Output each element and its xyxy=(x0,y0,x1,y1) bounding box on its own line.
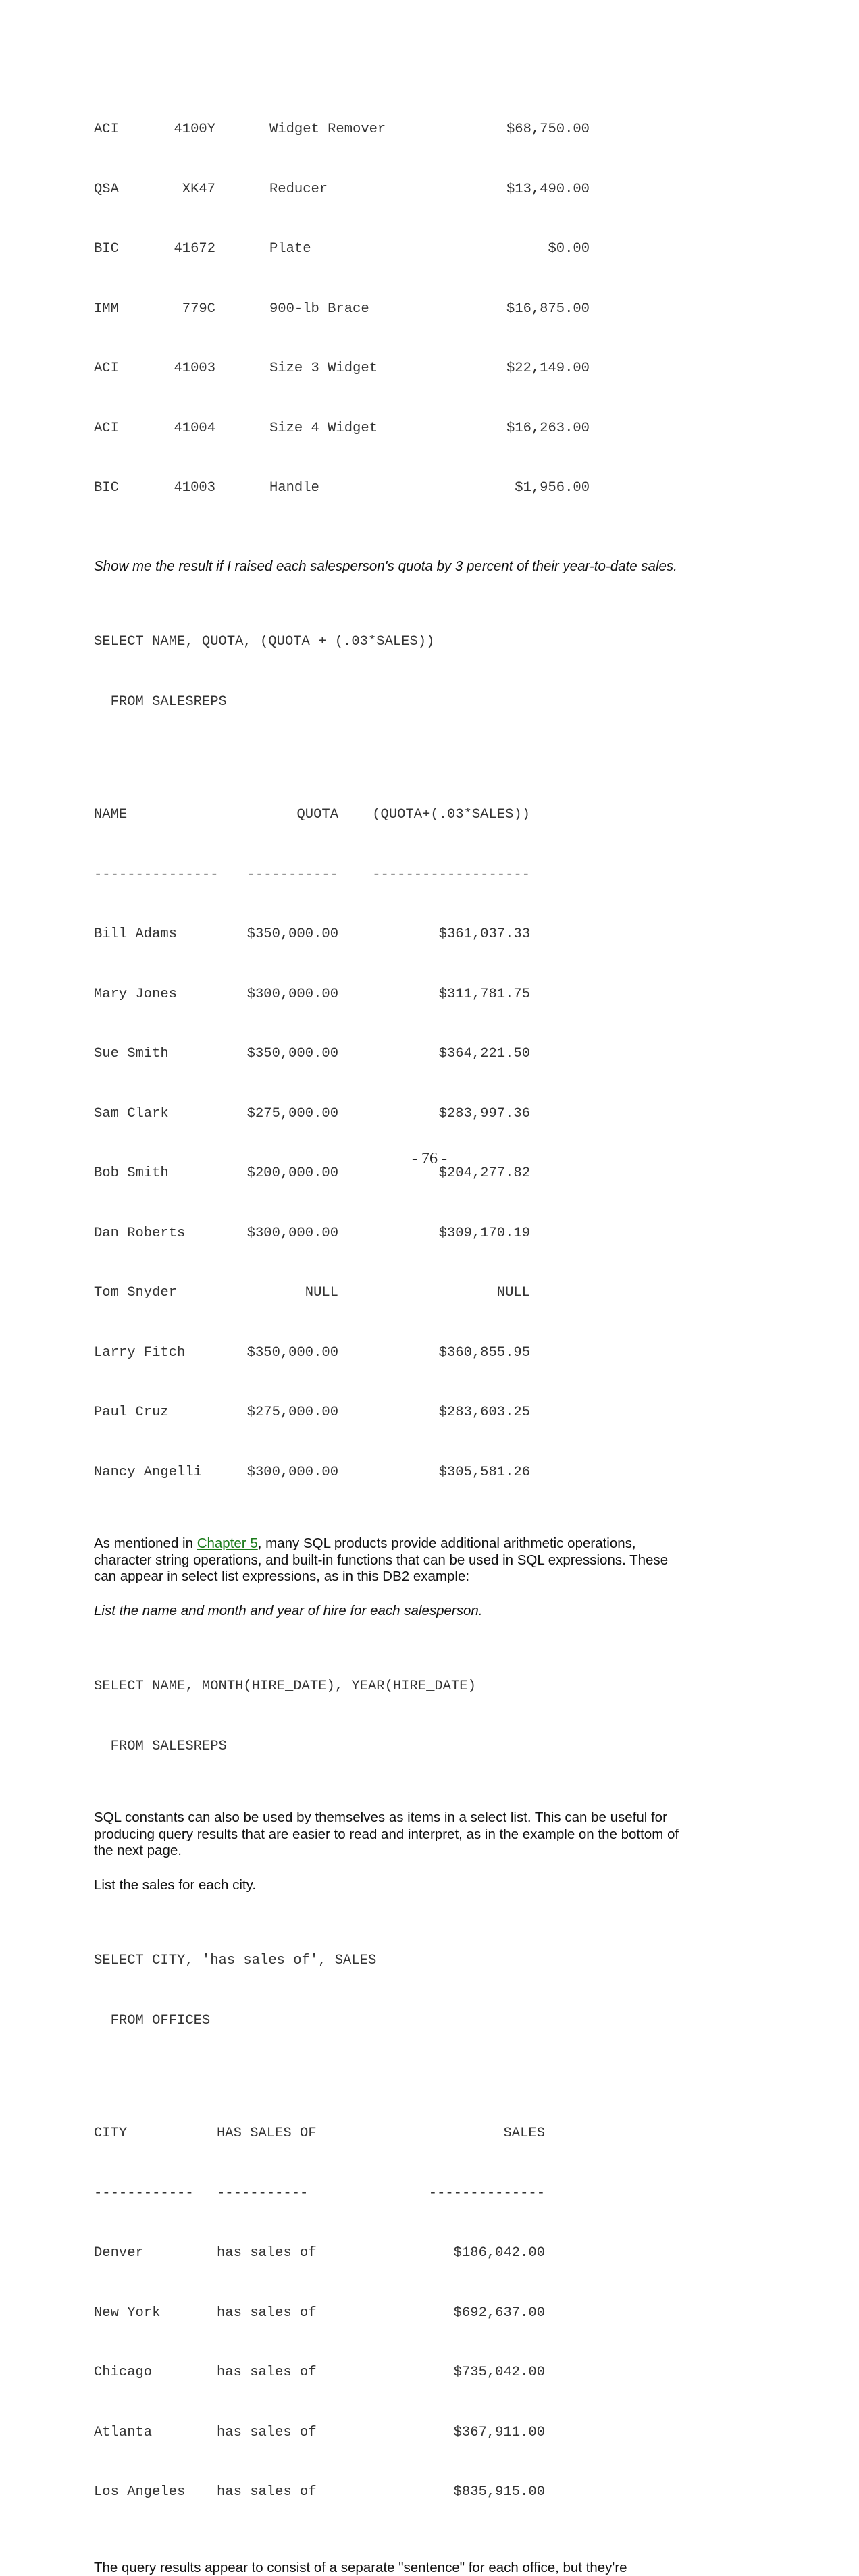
table-row xyxy=(94,120,688,140)
raised-cell: $361,037.33 xyxy=(338,924,530,945)
table-row xyxy=(94,984,688,1005)
raised-cell: $364,221.50 xyxy=(338,1044,530,1064)
description-cell: Size 3 Widget xyxy=(269,359,445,379)
phrase-cell: has sales of xyxy=(217,2303,323,2323)
table-row xyxy=(94,419,688,439)
mfr-cell: ACI xyxy=(94,359,155,379)
table-row xyxy=(94,924,688,945)
paragraph-results: The query results appear to consist of a separate "sentence" for each office, but they're xyxy=(94,2560,688,2576)
name-cell: Sue Smith xyxy=(94,1044,237,1064)
divider-dashes: --------------- xyxy=(94,865,237,885)
amount-cell: $13,490.00 xyxy=(445,180,590,200)
sql-hire-query xyxy=(94,1637,688,1796)
description-cell: Reducer xyxy=(269,180,445,200)
table-header xyxy=(94,805,688,825)
sql-line: FROM OFFICES xyxy=(94,2011,688,2031)
paragraph-mentioned xyxy=(94,1535,688,1585)
chapter-5-link[interactable]: Chapter 5 xyxy=(197,1535,258,1551)
city-cell: Chicago xyxy=(94,2363,217,2383)
phrase-cell: has sales of xyxy=(217,2482,323,2502)
sql-city-query xyxy=(94,1911,688,2070)
name-cell: Sam Clark xyxy=(94,1104,237,1124)
sql-quota-query xyxy=(94,592,688,752)
divider-dashes: -------------- xyxy=(323,2184,545,2204)
description-cell: Size 4 Widget xyxy=(269,419,445,439)
product-cell: 41004 xyxy=(155,419,215,439)
sql-line: FROM SALESREPS xyxy=(94,1737,688,1757)
table-row xyxy=(94,359,688,379)
page-number: - 76 - xyxy=(0,1150,859,1168)
sales-cell: $735,042.00 xyxy=(323,2363,545,2383)
name-cell: Larry Fitch xyxy=(94,1343,237,1363)
amount-cell: $22,149.00 xyxy=(445,359,590,379)
sql-line: SELECT NAME, MONTH(HIRE_DATE), YEAR(HIRE_DATE) xyxy=(94,1677,688,1697)
sql-line: FROM SALESREPS xyxy=(94,692,688,712)
amount-cell: $1,956.00 xyxy=(445,478,590,498)
product-cell: 41003 xyxy=(155,478,215,498)
mfr-cell: BIC xyxy=(94,478,155,498)
city-cell: New York xyxy=(94,2303,217,2323)
mfr-cell: ACI xyxy=(94,120,155,140)
request-hire-text: List the name and month and year of hire for each salesperson. xyxy=(94,1603,688,1620)
description-cell: 900-lb Brace xyxy=(269,299,445,319)
table-divider xyxy=(94,2184,688,2204)
quota-cell: $275,000.00 xyxy=(237,1104,338,1124)
table-row xyxy=(94,1104,688,1124)
quota-cell: $300,000.00 xyxy=(237,1463,338,1483)
table-header xyxy=(94,2124,688,2144)
amount-cell: $68,750.00 xyxy=(445,120,590,140)
table-row xyxy=(94,2423,688,2443)
name-cell: Tom Snyder xyxy=(94,1283,237,1303)
phrase-cell: has sales of xyxy=(217,2363,323,2383)
paragraph-text: , many SQL products provide additional arithmetic operations, character string operations, and built-in functions that can be used in SQL expressions. These can appear in select list expressions, as in this DB2 example: xyxy=(94,1535,668,1584)
paragraph-constants: SQL constants can also be used by themselves as items in a select list. This can be useful for producing query results that are easier to read and interpret, as in the example on the bottom of the next page. xyxy=(94,1810,688,1860)
table-row xyxy=(94,1044,688,1064)
raised-cell: $309,170.19 xyxy=(338,1224,530,1244)
description-cell: Plate xyxy=(269,239,445,259)
product-cell: 41003 xyxy=(155,359,215,379)
table-row xyxy=(94,478,688,498)
description-cell: Widget Remover xyxy=(269,120,445,140)
name-cell: Dan Roberts xyxy=(94,1224,237,1244)
table-row xyxy=(94,1402,688,1423)
product-cell: 4100Y xyxy=(155,120,215,140)
quota-cell: NULL xyxy=(237,1283,338,1303)
product-cell: 779C xyxy=(155,299,215,319)
document-page xyxy=(94,80,688,2576)
description-cell: Handle xyxy=(269,478,445,498)
table-row xyxy=(94,2243,688,2263)
divider-dashes: ------------ xyxy=(94,2184,217,2204)
quota-cell: $350,000.00 xyxy=(237,924,338,945)
mfr-cell: ACI xyxy=(94,419,155,439)
table-row xyxy=(94,2303,688,2323)
table-row xyxy=(94,180,688,200)
mfr-cell: BIC xyxy=(94,239,155,259)
amount-cell: $0.00 xyxy=(445,239,590,259)
table-row xyxy=(94,299,688,319)
quota-cell: $350,000.00 xyxy=(237,1044,338,1064)
name-cell: Nancy Angelli xyxy=(94,1463,237,1483)
phrase-cell: has sales of xyxy=(217,2423,323,2443)
paragraph-text: As mentioned in xyxy=(94,1535,197,1551)
header-city: CITY xyxy=(94,2124,217,2144)
sales-cell: $186,042.00 xyxy=(323,2243,545,2263)
sales-cell: $367,911.00 xyxy=(323,2423,545,2443)
table-divider xyxy=(94,865,688,885)
sales-cell: $692,637.00 xyxy=(323,2303,545,2323)
sql-line: SELECT NAME, QUOTA, (QUOTA + (.03*SALES)) xyxy=(94,632,688,652)
sql-line: SELECT CITY, 'has sales of', SALES xyxy=(94,1951,688,1971)
mfr-cell: IMM xyxy=(94,299,155,319)
header-phrase: HAS SALES OF xyxy=(217,2124,323,2144)
quota-cell: $200,000.00 xyxy=(237,1163,338,1184)
city-table xyxy=(94,2084,688,2542)
divider-dashes: ----------- xyxy=(237,865,338,885)
raised-cell: $204,277.82 xyxy=(338,1163,530,1184)
raised-cell: $311,781.75 xyxy=(338,984,530,1005)
product-cell: 41672 xyxy=(155,239,215,259)
city-cell: Denver xyxy=(94,2243,217,2263)
name-cell: Bill Adams xyxy=(94,924,237,945)
quota-table xyxy=(94,765,688,1522)
raised-cell: $283,997.36 xyxy=(338,1104,530,1124)
divider-dashes: ------------------- xyxy=(338,865,530,885)
quota-cell: $350,000.00 xyxy=(237,1343,338,1363)
raised-cell: $283,603.25 xyxy=(338,1402,530,1423)
quota-cell: $275,000.00 xyxy=(237,1402,338,1423)
table-row xyxy=(94,2363,688,2383)
city-cell: Atlanta xyxy=(94,2423,217,2443)
header-quota: QUOTA xyxy=(237,805,338,825)
table-row xyxy=(94,239,688,259)
table-row xyxy=(94,1343,688,1363)
amount-cell: $16,263.00 xyxy=(445,419,590,439)
amount-cell: $16,875.00 xyxy=(445,299,590,319)
phrase-cell: has sales of xyxy=(217,2243,323,2263)
table-row xyxy=(94,1283,688,1303)
name-cell: Paul Cruz xyxy=(94,1402,237,1423)
raised-cell: $305,581.26 xyxy=(338,1463,530,1483)
sales-cell: $835,915.00 xyxy=(323,2482,545,2502)
table-row xyxy=(94,1224,688,1244)
header-name: NAME xyxy=(94,805,237,825)
parts-table xyxy=(94,80,688,538)
request-city-text: List the sales for each city. xyxy=(94,1877,688,1894)
name-cell: Mary Jones xyxy=(94,984,237,1005)
request-quota-text: Show me the result if I raised each salesperson's quota by 3 percent of their year-to-date sales. xyxy=(94,558,688,575)
name-cell: Bob Smith xyxy=(94,1163,237,1184)
divider-dashes: ----------- xyxy=(217,2184,323,2204)
header-raised: (QUOTA+(.03*SALES)) xyxy=(338,805,530,825)
city-cell: Los Angeles xyxy=(94,2482,217,2502)
raised-cell: NULL xyxy=(338,1283,530,1303)
quota-cell: $300,000.00 xyxy=(237,984,338,1005)
header-sales: SALES xyxy=(323,2124,545,2144)
mfr-cell: QSA xyxy=(94,180,155,200)
quota-cell: $300,000.00 xyxy=(237,1224,338,1244)
raised-cell: $360,855.95 xyxy=(338,1343,530,1363)
table-row xyxy=(94,1463,688,1483)
product-cell: XK47 xyxy=(155,180,215,200)
table-row xyxy=(94,2482,688,2502)
